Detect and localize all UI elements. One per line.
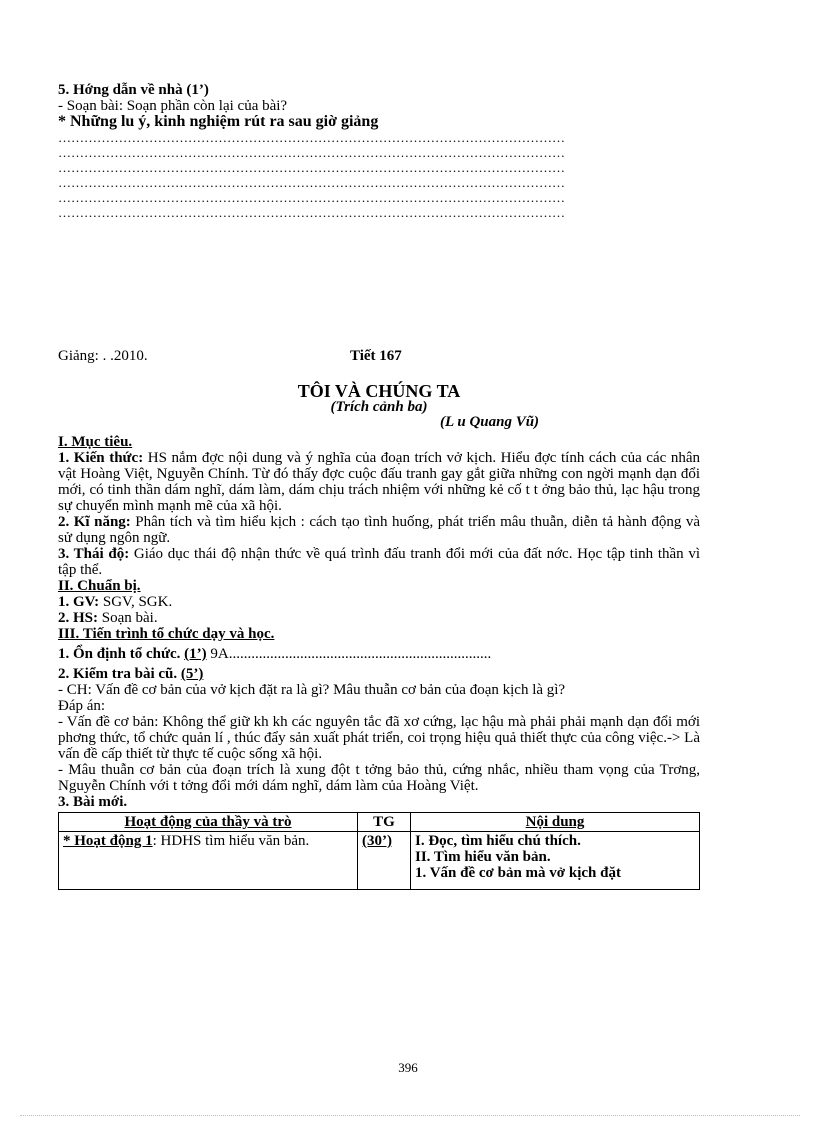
dotted-line: ………………………………………………………………………………………………………: [58, 130, 565, 145]
table-header-activity: Hoạt động của thầy và trò: [59, 813, 358, 832]
homework-text: - Soạn bài: Soạn phần còn lại của bài?: [58, 98, 288, 114]
org-line: [58, 646, 700, 662]
dotted-line: ………………………………………………………………………………………………………: [58, 175, 565, 190]
check-line: [58, 666, 700, 682]
knowledge-label: 1. Kiến thức:: [58, 450, 144, 466]
dotted-line: ………………………………………………………………………………………………………: [58, 205, 565, 220]
hs-text: Soạn bài.: [98, 610, 158, 626]
skills-paragraph: [58, 514, 700, 546]
lesson-date: Giảng: . .2010.: [58, 348, 148, 364]
check-question: - CH: Vấn đề cơ bản của vở kịch đặt ra là gì? Mâu thuẫn cơ bản của đoạn kịch là gì?: [58, 682, 566, 698]
new-lesson-heading: 3. Bài mới.: [58, 794, 128, 810]
check-label: 2. Kiểm tra bài cũ.: [58, 666, 178, 682]
content-line-3: 1. Vấn đề cơ bản mà vở kịch đặt: [415, 865, 621, 881]
knowledge-text: HS nắm đợc nội dung và ý nghĩa của đoạn trích vở kịch. Hiểu đợc tính cách của các nhân vật Hoàng Việt, Nguyễn Chính. Từ đó thấy đợc cuộc đấu tranh gay gắt giữa những con ngời mạnh dạn đổi mới, có tinh thần dám nghĩ, dám làm, dám chịu trách nhiệm với những kẻ cố t t ởng bảo thủ, lạc hậu trong sự chuyển mình mạnh mẽ của xã hội.: [58, 450, 700, 514]
attitude-label: 3. Thái độ:: [58, 546, 130, 562]
content-cell: [411, 832, 700, 890]
answer-one: - Vấn đề cơ bản: Không thể giữ kh kh các nguyên tắc đã xơ cứng, lạc hậu mà phải phải mạnh dạn đổi mới phơng thức, tổ chức quản lí , thúc đẩy sản xuất phát triển, coi trọng hiệu quả thiết thực của công việc.-> Là vấn đề cấp thiết từ thực tế cuộc sống xã hội.: [58, 714, 700, 762]
lesson-table: [58, 812, 700, 890]
answer-two: - Mâu thuẫn cơ bản của đoạn trích là xung đột t tởng bảo thủ, cứng nhắc, nhiều tham vọng của Trơng, Nguyễn Chính với t tởng đổi mới dám nghĩ, dám làm của Hoàng Việt.: [58, 762, 700, 794]
prep-heading: II. Chuẩn bị.: [58, 578, 141, 594]
content-line-2: II. Tìm hiểu văn bản.: [415, 849, 551, 865]
table-row: [59, 832, 700, 890]
dotted-line: ………………………………………………………………………………………………………: [58, 160, 565, 175]
knowledge-paragraph: [58, 450, 700, 514]
skills-text: Phân tích và tìm hiểu kịch : cách tạo tình huống, phát triển mâu thuẫn, diễn tả hành động và sử dụng ngôn ngữ.: [58, 514, 701, 546]
footer-divider: [20, 1115, 800, 1116]
attitude-text: Giáo dục thái độ nhận thức về quá trình đấu tranh đổi mới của đất nớc. Học tập tinh thần vì tập thể.: [58, 546, 700, 578]
activity-cell: [59, 832, 358, 890]
lesson-date-row: [58, 348, 700, 366]
homework-heading: 5. Hớng dẫn về nhà (1’): [58, 82, 209, 98]
activity-text: : HDHS tìm hiểu văn bản.: [152, 833, 310, 849]
check-time: (5’): [180, 666, 204, 682]
table-header-row: [59, 813, 700, 832]
table-header-time: TG: [358, 813, 411, 832]
table-header-content: Nội dung: [411, 813, 700, 832]
org-text: 9A......................................................................: [206, 646, 492, 662]
dotted-line: ………………………………………………………………………………………………………: [58, 145, 565, 160]
lesson-subtitle: (Trích cảnh ba): [330, 399, 428, 415]
lesson-period: Tiết 167: [350, 348, 402, 364]
process-heading: III. Tiến trình tổ chức dạy và học.: [58, 626, 275, 642]
time-cell: (30’): [358, 832, 411, 890]
objectives-heading: I. Mục tiêu.: [58, 434, 133, 450]
org-time: (1’): [184, 646, 207, 662]
activity-label: * Hoạt động 1: [63, 833, 153, 849]
document-page: [58, 82, 700, 890]
gv-text: SGV, SGK.: [99, 594, 173, 610]
gv-line: [58, 594, 700, 610]
lesson-title: TÔI VÀ CHÚNG TA: [297, 381, 461, 401]
answer-label: Đáp án:: [58, 698, 106, 714]
org-label: 1. Ổn định tổ chức.: [58, 646, 181, 662]
dotted-line: ………………………………………………………………………………………………………: [58, 190, 565, 205]
hs-label: 2. HS:: [58, 610, 99, 626]
attitude-paragraph: [58, 546, 700, 578]
lesson-author: (L u Quang Vũ): [440, 414, 540, 430]
gv-label: 1. GV:: [58, 594, 100, 610]
content-line-1: I. Đọc, tìm hiểu chú thích.: [415, 833, 581, 849]
hs-line: [58, 610, 700, 626]
page-number: 396: [398, 1060, 418, 1075]
skills-label: 2. Kĩ năng:: [58, 514, 131, 530]
notes-heading: * Những lu ý, kinh nghiệm rút ra sau giờ giảng: [58, 113, 379, 130]
